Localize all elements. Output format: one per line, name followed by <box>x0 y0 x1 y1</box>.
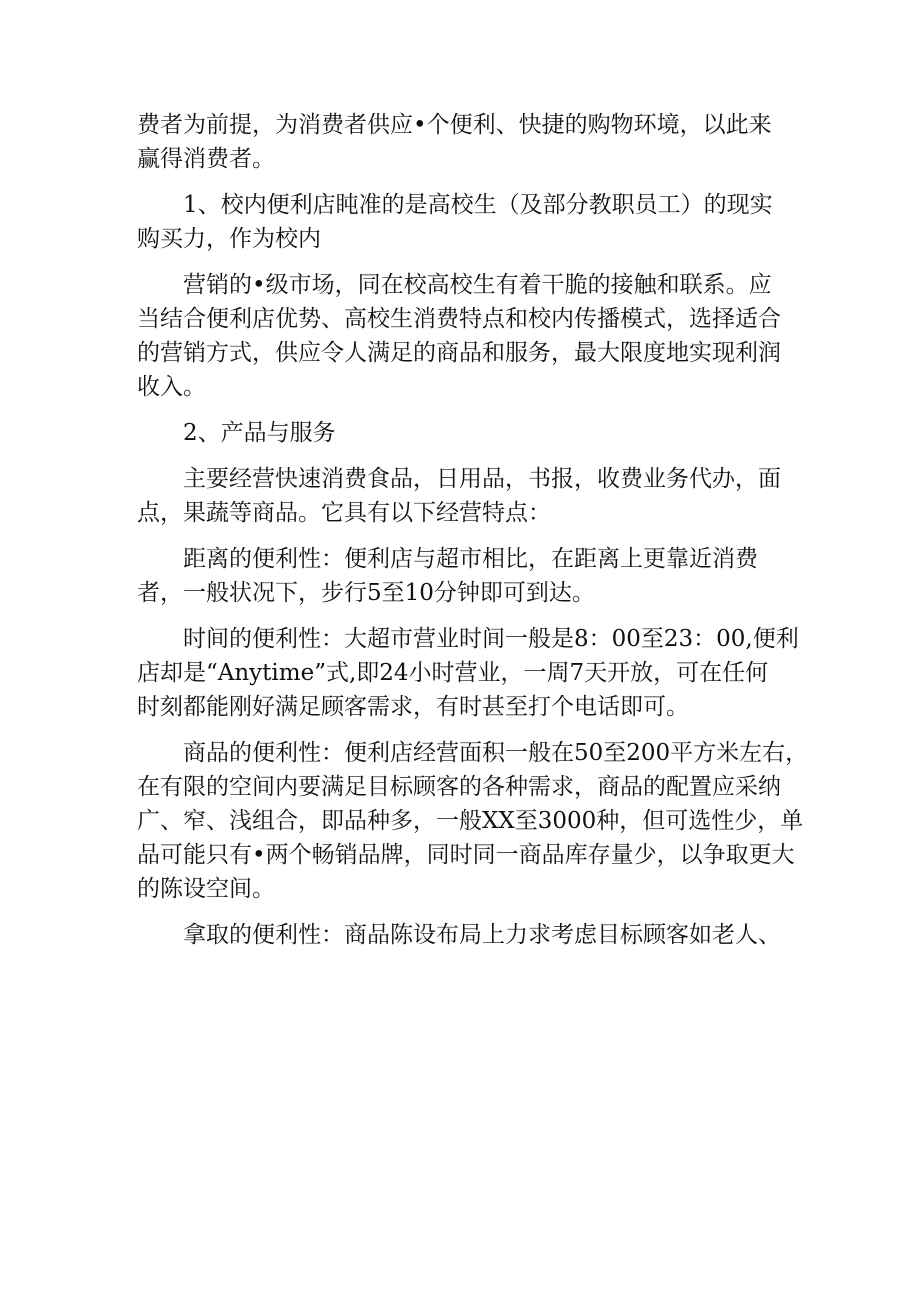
text-line: 营销的•级市场，同在校高校生有着干脆的接触和联系。应 <box>183 272 772 298</box>
text-line: 者，一般状况下，步行5至10分钟即可到达。 <box>137 580 595 606</box>
text-line: 主要经营快速消费食品，日用品，书报，收费业务代办，面 <box>183 466 781 492</box>
text-line: 当结合便利店优势、高校生消费特点和校内传播模式，选择适合 <box>137 306 781 332</box>
text-line: 费者为前提，为消费者供应•个便利、快捷的购物环境，以此来 <box>137 112 772 138</box>
text-line: 购买力，作为校内 <box>137 226 321 252</box>
text-line: 点，果蔬等商品。它具有以下经营特点： <box>137 500 551 526</box>
text-line: 拿取的便利性：商品陈设布局上力求考虑目标顾客如老人、 <box>183 922 781 948</box>
paragraph <box>137 622 797 724</box>
text-line: 的陈设空间。 <box>137 876 275 902</box>
text-line: 赢得消费者。 <box>137 146 275 172</box>
text-line: 在有限的空间内要满足目标顾客的各种需求，商品的配置应采纳 <box>137 774 781 800</box>
paragraph <box>137 108 797 176</box>
text-line: 收入。 <box>137 374 206 400</box>
text-line: 时刻都能刚好满足顾客需求，有时甚至打个电话即可。 <box>137 694 689 720</box>
text-line: 1、校内便利店盹准的是高校生（及部分教职员工）的现实 <box>183 192 773 218</box>
text-line: 距离的便利性：便利店与超市相比，在距离上更靠近消费 <box>183 546 758 572</box>
text-line: 广、窄、浅组合，即品种多，一般XX至3000种，但可选性少，单 <box>137 808 804 834</box>
paragraph <box>137 736 809 906</box>
paragraph <box>137 542 797 610</box>
paragraph <box>137 416 797 450</box>
text-line: 商品的便利性：便利店经营面积一般在50至200平方米左右， <box>183 740 809 766</box>
text-line: 时间的便利性：大超市营业时间一般是8：00至23：00,便利 <box>183 626 799 652</box>
text-line: 店却是“Anytime”式,即24小时营业，一周7天开放，可在任何 <box>137 660 769 686</box>
paragraph <box>137 462 797 530</box>
paragraph <box>137 188 797 256</box>
text-line: 2、产品与服务 <box>183 420 336 446</box>
text-line: 的营销方式，供应令人满足的商品和服务，最大限度地实现利润 <box>137 340 781 366</box>
text-line: 品可能只有•两个畅销品牌，同时同一商品库存量少，以争取更大 <box>137 842 795 868</box>
document-body <box>137 108 809 964</box>
paragraph <box>137 918 797 952</box>
paragraph <box>137 268 797 404</box>
